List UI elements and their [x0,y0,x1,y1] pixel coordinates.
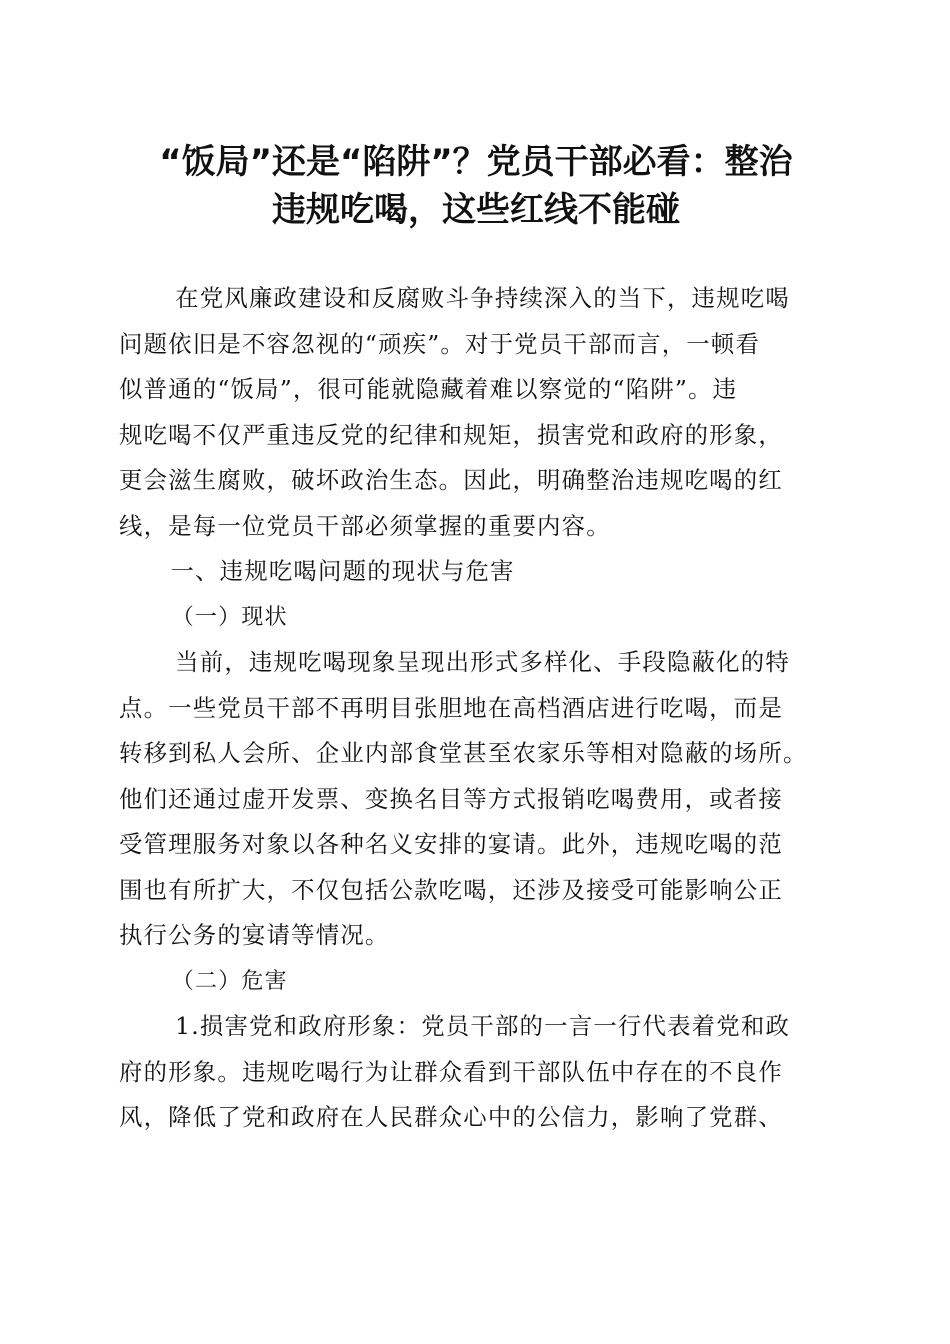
subsection-heading-harm: （二）危害 [171,968,288,994]
document-body [119,276,831,1141]
document-title [118,138,834,234]
subsection-heading-status: （一）现状 [171,604,288,630]
harm-paragraph-1: 1.损害党和政府形象：党员干部的一言一行代表着党和政 府的形象。违规吃喝行为让群众看到干部队伍中存在的不良作 风，降低了党和政府在人民群众心中的公信力，影响了党群、 [119,1012,791,1131]
title-line-1: “饭局”还是“陷阱”？党员干部必看：整治 [159,142,793,182]
section-heading-1: 一、违规吃喝问题的现状与危害 [170,557,515,585]
status-paragraph: 当前，违规吃喝现象呈现出形式多样化、手段隐蔽化的特 点。一些党员干部不再明目张胆地在高档酒店进行吃喝，而是 转移到私人会所、企业内部食堂甚至农家乐等相对隐蔽的场所。 他们还通过虚开发票、变换名目等方式报销吃喝费用，或者接 受管理服务对象以各种名义安排的宴请。此外，违规吃喝的范 围也有所扩大，不仅包括公款吃喝，还涉及接受可能影响公正 执行公务的宴请等情况。 [119,648,808,949]
title-line-2: 违规吃喝，这些红线不能碰 [272,190,680,230]
intro-paragraph: 在党风廉政建设和反腐败斗争持续深入的当下，违规吃喝 问题依旧是不容忽视的“顽疾”。对于党员干部而言，一顿看 似普通的“饭局”，很可能就隐藏着难以察觉的“陷阱”。违 规吃喝不仅严重违反党的纪律和规矩，损害党和政府的形象， 更会滋生腐败，破坏政治生态。因此，明确整治违规吃喝的红 线，是每一位党员干部必须掌握的重要内容。 [119,284,790,540]
